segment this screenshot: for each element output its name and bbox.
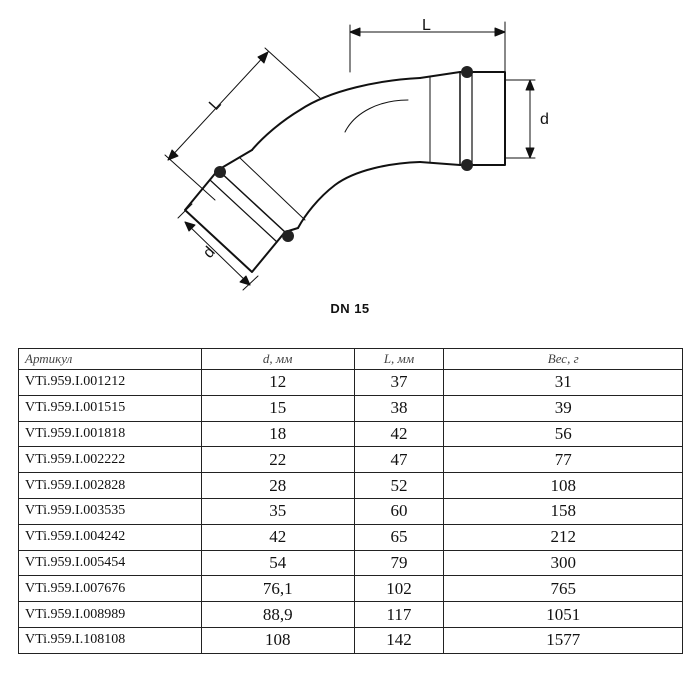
cell-diameter: 108 [201, 627, 354, 653]
press-bead-top-left [214, 166, 226, 178]
cell-article: VTi.959.I.003535 [19, 498, 202, 524]
cell-diameter: 88,9 [201, 602, 354, 628]
cell-weight: 39 [444, 395, 683, 421]
cell-article: VTi.959.I.002828 [19, 473, 202, 499]
cell-weight: 108 [444, 473, 683, 499]
cell-diameter: 22 [201, 447, 354, 473]
header-weight: Вес, г [444, 349, 683, 370]
table-row [19, 576, 683, 602]
cell-diameter: 12 [201, 370, 354, 396]
cell-length: 42 [354, 421, 444, 447]
cell-diameter: 42 [201, 524, 354, 550]
press-bead-bottom-left [282, 230, 294, 242]
cell-length: 65 [354, 524, 444, 550]
spec-table [18, 348, 683, 654]
table-row [19, 627, 683, 653]
cell-article: VTi.959.I.008989 [19, 602, 202, 628]
header-length: L, мм [354, 349, 444, 370]
cell-article: VTi.959.I.001515 [19, 395, 202, 421]
cell-length: 102 [354, 576, 444, 602]
cell-diameter: 18 [201, 421, 354, 447]
table-row [19, 447, 683, 473]
cell-article: VTi.959.I.007676 [19, 576, 202, 602]
cell-length: 38 [354, 395, 444, 421]
table-row [19, 370, 683, 396]
drawing-caption: DN 15 [330, 301, 370, 316]
cell-weight: 212 [444, 524, 683, 550]
cell-article: VTi.959.I.004242 [19, 524, 202, 550]
cell-article: VTi.959.I.001818 [19, 421, 202, 447]
cell-article: VTi.959.I.108108 [19, 627, 202, 653]
dimension-label-l-diagonal: L [206, 95, 225, 114]
dimension-label-l-top: L [422, 17, 431, 34]
table-row [19, 602, 683, 628]
cell-weight: 158 [444, 498, 683, 524]
table-row [19, 550, 683, 576]
press-bead-top-right [461, 66, 473, 78]
header-diameter: d, мм [201, 349, 354, 370]
dimension-label-d-left: d [200, 243, 219, 262]
cell-article: VTi.959.I.002222 [19, 447, 202, 473]
table-header-row [19, 349, 683, 370]
cell-article: VTi.959.I.005454 [19, 550, 202, 576]
cell-length: 60 [354, 498, 444, 524]
right-socket [420, 72, 535, 165]
table-row [19, 395, 683, 421]
press-bead-bottom-right [461, 159, 473, 171]
cell-weight: 1051 [444, 602, 683, 628]
dimension-d-left [178, 204, 258, 290]
table-row [19, 421, 683, 447]
cell-article: VTi.959.I.001212 [19, 370, 202, 396]
cell-weight: 1577 [444, 627, 683, 653]
dimension-label-d-right: d [540, 111, 549, 128]
cell-length: 142 [354, 627, 444, 653]
cell-weight: 765 [444, 576, 683, 602]
elbow-drawing [0, 0, 700, 340]
cell-diameter: 35 [201, 498, 354, 524]
cell-diameter: 28 [201, 473, 354, 499]
cell-diameter: 15 [201, 395, 354, 421]
cell-length: 79 [354, 550, 444, 576]
cell-length: 37 [354, 370, 444, 396]
cell-weight: 31 [444, 370, 683, 396]
cell-length: 47 [354, 447, 444, 473]
cell-diameter: 76,1 [201, 576, 354, 602]
cell-length: 52 [354, 473, 444, 499]
table-row [19, 524, 683, 550]
dimension-l-diagonal [165, 48, 320, 200]
table-row [19, 498, 683, 524]
table-row [19, 473, 683, 499]
cell-weight: 77 [444, 447, 683, 473]
cell-weight: 300 [444, 550, 683, 576]
dimension-d-right [526, 80, 534, 158]
elbow-body [252, 78, 420, 228]
cell-length: 117 [354, 602, 444, 628]
cell-diameter: 54 [201, 550, 354, 576]
header-article: Артикул [19, 349, 202, 370]
cell-weight: 56 [444, 421, 683, 447]
